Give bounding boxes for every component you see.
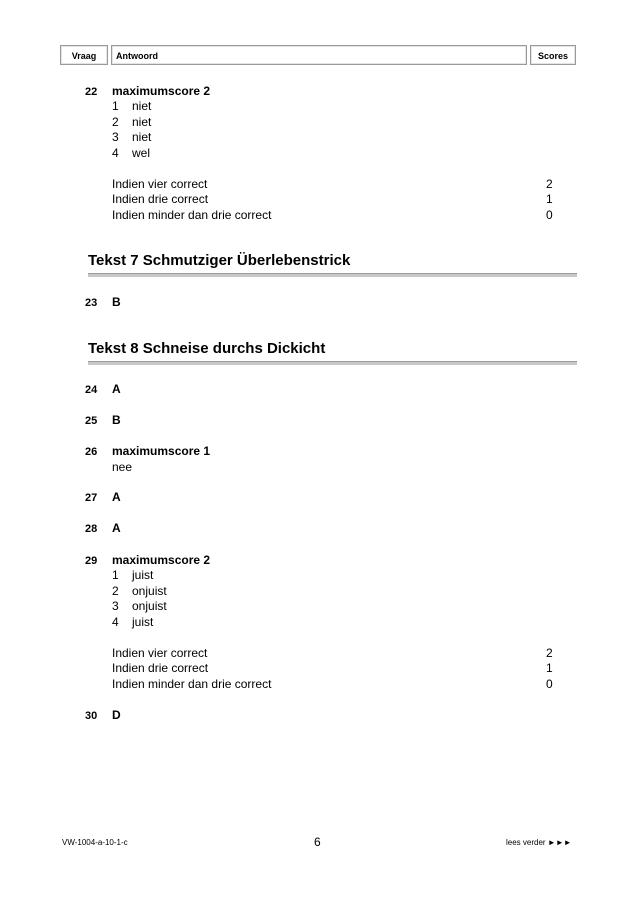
section-divider bbox=[88, 361, 577, 365]
section-title: Tekst 8 Schneise durchs Dickicht bbox=[88, 340, 326, 357]
answer: A bbox=[112, 382, 121, 396]
list-item: 3 onjuist bbox=[112, 599, 167, 613]
page-number: 6 bbox=[314, 835, 321, 849]
question-number: 28 bbox=[85, 523, 98, 535]
scoring-value: 1 bbox=[546, 661, 553, 675]
list-item: 4 juist bbox=[112, 615, 154, 629]
scoring-rule: Indien vier correct bbox=[112, 646, 208, 660]
continue-indicator: lees verder ►►► bbox=[506, 838, 572, 847]
scoring-value: 0 bbox=[546, 677, 553, 691]
answer: A bbox=[112, 521, 121, 535]
answer: nee bbox=[112, 460, 133, 474]
scoring-value: 1 bbox=[546, 192, 553, 206]
list-item: 4 wel bbox=[112, 146, 151, 160]
scoring-rule: Indien minder dan drie correct bbox=[112, 677, 272, 691]
max-score-label: maximumscore 1 bbox=[112, 444, 211, 458]
scoring-rule: Indien minder dan drie correct bbox=[112, 208, 272, 222]
question-number: 24 bbox=[85, 384, 98, 396]
column-header-antwoord: Antwoord bbox=[111, 45, 527, 65]
column-header-scores: Scores bbox=[530, 45, 576, 65]
list-item: 1 juist bbox=[112, 568, 154, 582]
max-score-label: maximumscore 2 bbox=[112, 553, 211, 567]
max-score-label: maximumscore 2 bbox=[112, 84, 211, 98]
answer: B bbox=[112, 413, 121, 427]
list-item: 1 niet bbox=[112, 99, 152, 113]
answer: D bbox=[112, 708, 121, 722]
question-number: 26 bbox=[85, 446, 98, 458]
answer: A bbox=[112, 490, 121, 504]
section-divider bbox=[88, 273, 577, 277]
document-code: VW-1004-a-10-1-c bbox=[62, 838, 128, 847]
scoring-rule: Indien drie correct bbox=[112, 661, 209, 675]
scoring-rule: Indien drie correct bbox=[112, 192, 209, 206]
scoring-rule: Indien vier correct bbox=[112, 177, 208, 191]
question-number: 23 bbox=[85, 297, 98, 309]
question-number: 25 bbox=[85, 415, 98, 427]
section-title: Tekst 7 Schmutziger Überlebenstrick bbox=[88, 252, 351, 269]
question-number: 30 bbox=[85, 710, 98, 722]
question-number: 29 bbox=[85, 555, 98, 567]
scoring-value: 2 bbox=[546, 177, 553, 191]
scoring-value: 2 bbox=[546, 646, 553, 660]
scoring-value: 0 bbox=[546, 208, 553, 222]
list-item: 3 niet bbox=[112, 130, 152, 144]
list-item: 2 onjuist bbox=[112, 584, 167, 598]
list-item: 2 niet bbox=[112, 115, 152, 129]
answer: B bbox=[112, 295, 121, 309]
column-header-vraag: Vraag bbox=[60, 45, 108, 65]
question-number: 22 bbox=[85, 86, 98, 98]
question-number: 27 bbox=[85, 492, 98, 504]
